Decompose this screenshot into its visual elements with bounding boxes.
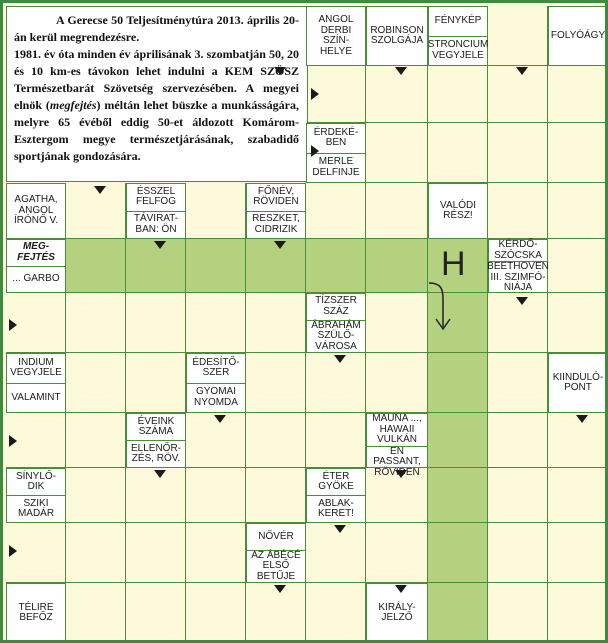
- arrow-right-icon: [311, 88, 319, 100]
- grid-cell[interactable]: [548, 293, 608, 353]
- grid-cell[interactable]: [488, 183, 548, 239]
- arrow-down-icon: [274, 585, 286, 593]
- clue-text: VALÓDI RÉSZ!: [440, 199, 476, 221]
- clue-cell-megfejtes: [6, 239, 66, 293]
- grid-cell[interactable]: [366, 239, 428, 293]
- grid-cell[interactable]: [548, 66, 608, 123]
- clue-text: ANGOL DERBI SZÍN- HELYE: [318, 14, 354, 57]
- clue-cell-edesito: [186, 353, 246, 413]
- clue-text: ABLAK- KERET!: [307, 495, 365, 522]
- clue-cell-fenykep: [428, 6, 488, 66]
- arrow-down-icon: [334, 525, 346, 533]
- grid-cell[interactable]: [306, 183, 366, 239]
- clue-text: KIINDULÓ- PONT: [552, 371, 604, 393]
- clue-text: MERLE DELFINJE: [307, 153, 365, 183]
- grid-cell[interactable]: [66, 413, 126, 468]
- grid-cell[interactable]: [548, 183, 608, 239]
- clue-cell-folyoagy: [548, 6, 608, 66]
- grid-cell[interactable]: [428, 66, 488, 123]
- clue-text: ... GARBO: [7, 266, 65, 293]
- grid-cell[interactable]: [126, 293, 186, 353]
- grid-cell[interactable]: [246, 413, 306, 468]
- clue-text: SZIKI MADÁR: [7, 495, 65, 522]
- grid-cell[interactable]: [66, 239, 126, 293]
- clue-cell-agatha: [6, 183, 66, 239]
- intro-text-box: [6, 6, 308, 182]
- clue-text: VALAMINT: [7, 383, 65, 413]
- clue-text: ÉSSZEL FELFOG: [135, 185, 176, 208]
- arrow-down-icon: [214, 415, 226, 423]
- arrow-down-icon: [395, 67, 407, 75]
- clue-text: SÍNYLŐ- DIK: [15, 470, 56, 492]
- clue-text: NŐVÉR: [258, 530, 294, 542]
- clue-cell-valodi: [428, 183, 488, 239]
- grid-cell[interactable]: [488, 583, 548, 643]
- clue-cell-tizszer: [306, 293, 366, 353]
- grid-cell[interactable]: [366, 353, 428, 413]
- grid-cell[interactable]: [126, 523, 186, 583]
- grid-cell[interactable]: [548, 468, 608, 523]
- grid-cell[interactable]: [428, 583, 488, 643]
- curved-arrow-icon: [427, 279, 457, 335]
- grid-cell[interactable]: [186, 293, 246, 353]
- grid-cell[interactable]: [66, 523, 126, 583]
- clue-cell-robinson: [366, 6, 428, 66]
- grid-cell[interactable]: [66, 353, 126, 413]
- grid-cell[interactable]: [488, 468, 548, 523]
- grid-cell[interactable]: [186, 468, 246, 523]
- clue-text: MEG- FEJTÉS: [17, 241, 55, 263]
- clue-cell-esszel: [126, 183, 186, 239]
- grid-cell[interactable]: [186, 583, 246, 643]
- arrow-right-icon: [9, 435, 17, 447]
- intro-paragraph-2: 1981. év óta minden év áprilisának 3. szombatján 50, 20 és 10 km-es távokon lehet indulni a KEM SZÖSZ Természetbarát Szövetség szervezésében. A megyei elnök (megfejtés) méltán lehet büszke a munkásságára, melyre 65 évéből eddig 50-et áldozott Komárom-Esztergom megye természetjárásának, szabadidő sportjának gondozására.: [14, 47, 299, 163]
- arrow-down-icon: [154, 241, 166, 249]
- clue-text: AZ ÁBÉCÉ ELSŐ BETŰJE: [247, 550, 305, 583]
- arrow-down-icon: [94, 186, 106, 194]
- clue-text: FOLYÓÁGY: [550, 29, 606, 41]
- grid-cell[interactable]: [548, 583, 608, 643]
- clue-text: TÁVIRAT- BAN: ÖN: [127, 211, 185, 239]
- grid-cell[interactable]: [428, 468, 488, 523]
- clue-cell-mauna: [366, 413, 428, 478]
- arrow-down-icon: [274, 67, 286, 75]
- clue-text: ÉTER GYÖKE: [318, 470, 354, 492]
- grid-cell[interactable]: [548, 123, 608, 183]
- grid-cell[interactable]: [246, 293, 306, 353]
- clue-text: ELLENŐR- ZÉS, RÖV.: [127, 440, 185, 467]
- intro-paragraph-1: A Gerecse 50 Teljesítménytúra 2013. április 20-án kerül megrendezésre.: [14, 13, 299, 44]
- clue-text: ÉRDEKÉ- BEN: [313, 126, 359, 149]
- clue-text: BEETHOVEN III. SZIMFÓ- NIÁJA: [487, 261, 549, 293]
- clue-cell-sinylo: [6, 468, 66, 523]
- clue-text: FŐNÉV, RÖVIDEN: [253, 185, 299, 208]
- clue-cell-indium: [6, 353, 66, 413]
- grid-cell[interactable]: [366, 183, 428, 239]
- clue-text: EN PASSANT, RÖVIDEN: [367, 446, 427, 479]
- grid-cell[interactable]: [306, 583, 366, 643]
- clue-text: INDIUM VEGYJELE: [10, 356, 62, 379]
- grid-cell[interactable]: [186, 239, 246, 293]
- arrow-down-icon: [154, 470, 166, 478]
- grid-cell[interactable]: [66, 293, 126, 353]
- grid-cell[interactable]: [366, 123, 428, 183]
- grid-cell[interactable]: [428, 353, 488, 413]
- clue-cell-kiindulo: [548, 353, 608, 413]
- arrow-down-icon: [334, 355, 346, 363]
- solution-letter: H: [441, 245, 466, 283]
- grid-cell[interactable]: [548, 239, 608, 293]
- grid-cell[interactable]: [428, 523, 488, 583]
- arrow-down-icon: [516, 297, 528, 305]
- grid-cell[interactable]: [488, 123, 548, 183]
- grid-cell[interactable]: [186, 523, 246, 583]
- clue-text: KÉRDŐ- SZÓCSKA: [494, 239, 542, 261]
- grid-cell[interactable]: [186, 183, 246, 239]
- clue-cell-nover: [246, 523, 306, 583]
- clue-cell-eter: [306, 468, 366, 523]
- arrow-right-icon: [9, 545, 17, 557]
- clue-text: RESZKET, CIDRIZIK: [247, 211, 305, 239]
- grid-cell[interactable]: [126, 583, 186, 643]
- clue-text: STRONCIUM VEGYJELE: [429, 36, 487, 66]
- grid-cell[interactable]: [548, 523, 608, 583]
- grid-cell[interactable]: [306, 413, 366, 468]
- grid-cell[interactable]: [488, 523, 548, 583]
- clue-cell-telire: [6, 583, 66, 643]
- grid-cell[interactable]: [366, 293, 428, 353]
- intro-emphasis: megfejtés: [49, 98, 97, 112]
- clue-cell-fonev: [246, 183, 306, 239]
- clue-text: ÉVEINK SZÁMA: [137, 415, 175, 437]
- clue-cell-eveink: [126, 413, 186, 468]
- grid-cell[interactable]: [246, 353, 306, 413]
- grid-cell[interactable]: [66, 468, 126, 523]
- clue-text: TÍZSZER SZÁZ: [315, 295, 357, 317]
- clue-cell-angol-derbi: [306, 6, 366, 66]
- arrow-down-icon: [516, 67, 528, 75]
- clue-text: ÁBRAHÁM SZÜLŐ- VÁROSA: [307, 320, 365, 353]
- arrow-right-icon: [9, 319, 17, 331]
- grid-cell[interactable]: [246, 468, 306, 523]
- grid-cell[interactable]: [428, 413, 488, 468]
- grid-cell[interactable]: [488, 413, 548, 468]
- clue-text: MAUNA ..., HAWAII VULKÁN: [372, 413, 422, 445]
- grid-cell[interactable]: [306, 239, 366, 293]
- grid-cell[interactable]: [428, 123, 488, 183]
- clue-text: ROBINSON SZOLGÁJA: [370, 24, 424, 46]
- grid-cell[interactable]: [66, 583, 126, 643]
- arrow-down-icon: [395, 585, 407, 593]
- grid-cell[interactable]: [488, 6, 548, 66]
- arrow-down-icon: [274, 241, 286, 249]
- clue-text: KIRÁLY- JELZŐ: [378, 601, 416, 623]
- clue-text: ÉDESÍTŐ- SZER: [192, 356, 240, 379]
- grid-cell[interactable]: [488, 353, 548, 413]
- grid-cell[interactable]: [366, 523, 428, 583]
- clue-text: AGATHA, ANGOL ÍRÓNŐ V.: [13, 194, 59, 227]
- clue-text: TÉLIRE BEFŐZ: [18, 601, 54, 623]
- clue-text: GYOMAI NYOMDA: [187, 383, 245, 413]
- clue-cell-kerdo: [488, 239, 548, 293]
- arrow-down-icon: [395, 470, 407, 478]
- clue-text: FÉNYKÉP: [434, 15, 482, 26]
- grid-cell[interactable]: [126, 353, 186, 413]
- arrow-down-icon: [576, 415, 588, 423]
- arrow-right-icon: [311, 145, 319, 157]
